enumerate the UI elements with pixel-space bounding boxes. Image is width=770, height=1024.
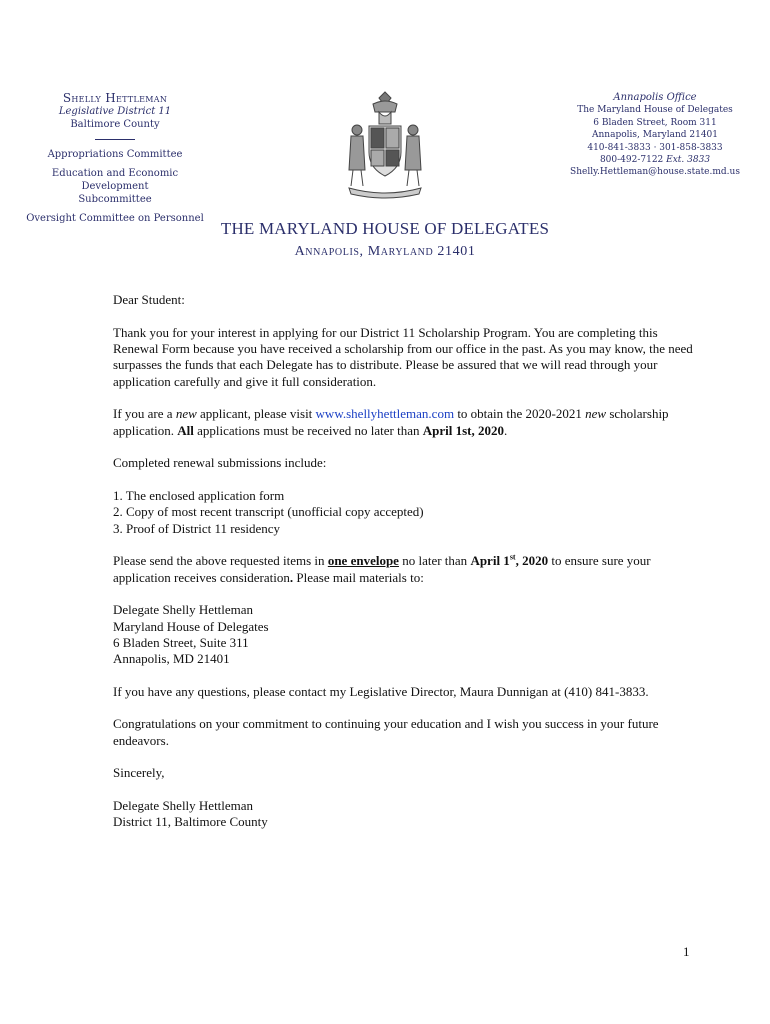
office-phones: 410-841-3833 · 301-858-3833 (587, 142, 723, 153)
office-toll-free: 800-492-7122 Ext. 3833 (599, 155, 711, 166)
office-title: Annapolis Office (613, 92, 697, 103)
letter-body (113, 292, 703, 847)
paragraph-submissions: Completed renewal submissions include: (113, 455, 327, 471)
office-line-1: The Maryland House of Delegates (577, 105, 733, 116)
delegate-county: Baltimore County (70, 119, 160, 130)
committee-education-sub: Subcommittee (78, 194, 152, 205)
signature-line: Delegate Shelly Hettleman (113, 798, 254, 814)
address-line: Maryland House of Delegates (113, 618, 269, 634)
list-item: 2. Copy of most recent transcript (unofficial copy accepted) (113, 504, 424, 520)
page-number: 1 (683, 944, 690, 959)
delegate-name: Shelly Hettleman (62, 91, 168, 105)
submission-list (113, 488, 703, 537)
address-line: 6 Bladen Street, Suite 311 (113, 634, 249, 650)
paragraph-contact: If you have any questions, please contact my Legislative Director, Maura Dunnigan at (410) 841-3833. (113, 683, 649, 699)
maryland-seal-icon (335, 90, 435, 200)
signature-line: District 11, Baltimore County (113, 814, 268, 830)
closing: Sincerely, (113, 765, 165, 781)
signature (113, 798, 703, 831)
paragraph-congrats: Congratulations on your commitment to continuing your education and I wish you success in your future endeavors. (113, 716, 659, 748)
list-item: 1. The enclosed application form (113, 487, 285, 503)
paragraph-intro: Thank you for your interest in applying for our District 11 Scholarship Program. You are completing this Renewal Form because you have received a scholarship from our office in the past. As you may know, the need surpasses the funds that each Delegate has to distribute. Please be assured that we will read through your application carefully and give it full consideration. (113, 324, 693, 389)
committee-appropriations: Appropriations Committee (47, 149, 183, 160)
paragraph-new-applicant: If you are a new applicant, please visit www.shellyhettleman.com to obtain the 2020-2021 new scholarship application. All applications must be received no later than April 1st, 2020. (113, 406, 669, 438)
salutation: Dear Student: (113, 292, 185, 307)
house-subtitle: Annapolis, Maryland 21401 (294, 244, 476, 259)
address-line: Delegate Shelly Hettleman (113, 602, 254, 618)
office-email: Shelly.Hettleman@house.state.md.us (570, 167, 740, 178)
paragraph-mail-instructions: Please send the above requested items in one envelope no later than April 1st, 2020 to ensure sure your application receives consideration. Please mail materials to: (113, 552, 651, 585)
delegate-district: Legislative District 11 (58, 106, 172, 117)
divider (95, 139, 135, 140)
office-line-2: 6 Bladen Street, Room 311 (593, 117, 717, 128)
committee-education: Education and Economic Development (51, 168, 179, 192)
mailing-address (113, 602, 703, 667)
letterhead-left (20, 92, 210, 225)
letterhead-right (560, 92, 750, 179)
house-title: THE MARYLAND HOUSE OF DELEGATES (220, 219, 550, 238)
address-line: Annapolis, MD 21401 (113, 651, 230, 667)
list-item: 3. Proof of District 11 residency (113, 520, 281, 536)
office-line-3: Annapolis, Maryland 21401 (592, 130, 718, 141)
committee-oversight: Oversight Committee on Personnel (26, 213, 204, 224)
website-link[interactable]: www.shellyhettleman.com (315, 406, 455, 422)
